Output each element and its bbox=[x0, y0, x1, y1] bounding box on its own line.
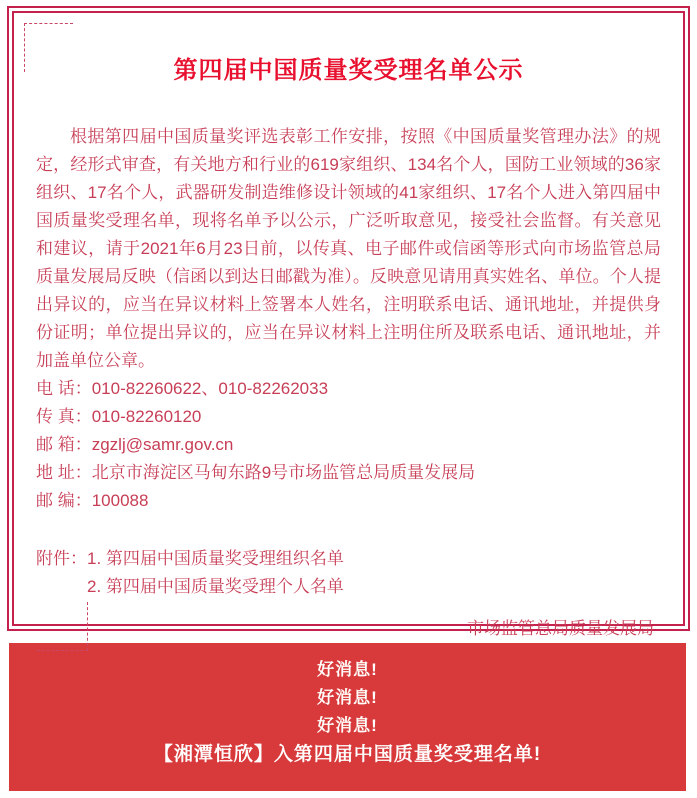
contact-line-fax: 传 真：010-82260120 bbox=[36, 407, 202, 426]
attachment-item-2: 2. 第四届中国质量奖受理个人名单 bbox=[87, 577, 344, 596]
contact-line-zipcode: 邮 编：100088 bbox=[36, 491, 149, 510]
announcement-card bbox=[7, 6, 690, 638]
banner-line-1: 好消息! bbox=[317, 660, 378, 679]
dashed-corner-bottom-left bbox=[37, 602, 88, 651]
attachments-label: 附件： bbox=[36, 549, 87, 568]
announcement-card-inner bbox=[12, 11, 685, 638]
signature-agency: 市场监管总局质量发展局 bbox=[467, 619, 654, 638]
banner-highlight: 【湘潭恒欣】入第四届中国质量奖受理名单! bbox=[153, 744, 542, 765]
good-news-banner bbox=[9, 643, 686, 791]
banner-line-2: 好消息! bbox=[317, 688, 378, 707]
attachment-list bbox=[87, 545, 344, 601]
attachments-block bbox=[36, 545, 661, 601]
notice-title: 第四届中国质量奖受理名单公示 bbox=[173, 57, 524, 84]
notice-paragraph: 根据第四届中国质量奖评选表彰工作安排，按照《中国质量奖管理办法》的规定，经形式审查，有关地方和行业的619家组织、134名个人，国防工业领域的36家组织、17名个人，武器研发制造维修设计领域的41家组织、17名个人进入第四届中国质量奖受理名单，现将名单予以公示，广泛听取意见，接受社会监督。有关意见和建议，请于2021年6月23日前，以传真、电子邮件或信函等形式向市场监管总局质量发展局反映（信函以到达日邮戳为准）。反映意见请用真实姓名、单位。个人提出异议的，应当在异议材料上签署本人姓名，注明联系电话、通讯地址，并提供身份证明；单位提出异议的，应当在异议材料上注明住所及联系电话、通讯地址，并加盖单位公章。 bbox=[36, 127, 661, 370]
contact-line-phone: 电 话：010-82260622、010-82262033 bbox=[36, 379, 329, 398]
banner-line-3: 好消息! bbox=[317, 716, 378, 735]
contact-line-address: 地 址：北京市海淀区马甸东路9号市场监管总局质量发展局 bbox=[36, 463, 476, 482]
attachment-item-1: 1. 第四届中国质量奖受理组织名单 bbox=[87, 549, 344, 568]
contact-block bbox=[36, 375, 661, 515]
dashed-corner-top-left bbox=[24, 23, 73, 72]
contact-line-email: 邮 箱：zgzlj@samr.gov.cn bbox=[36, 435, 234, 454]
